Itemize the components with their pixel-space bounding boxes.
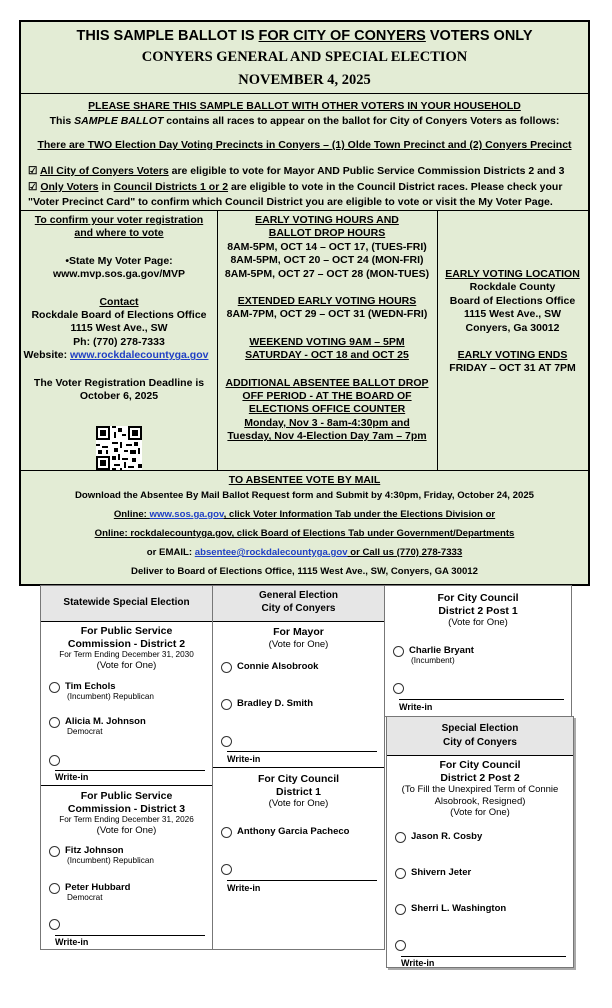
mail-title: TO ABSENTEE VOTE BY MAIL (228, 474, 381, 486)
vote-oval[interactable] (49, 755, 60, 766)
candidate-jason-cosby[interactable]: Jason R. Cosby (395, 831, 482, 843)
candidate-sherri-washington[interactable]: Sherri L. Washington (395, 903, 506, 915)
council-district-2-post-1-race: For City Council District 2 Post 1 (Vote for One) (437, 592, 519, 628)
candidate-fitz-johnson[interactable]: Fitz Johnson (Incumbent) Republican (49, 845, 154, 865)
contains-notice: This SAMPLE BALLOT contains all races to appear on the ballot for City of Conyers Voters as follows: (49, 115, 560, 127)
candidate-connie-alsobrook[interactable]: Connie Alsobrook (221, 661, 318, 673)
write-in-line (399, 699, 564, 700)
write-in-label: Write-in (399, 702, 433, 712)
write-in-label: Write-in (227, 754, 261, 764)
divider (41, 785, 212, 786)
vote-oval[interactable] (49, 919, 60, 930)
eligibility-line-3: "Voter Precinct Card" to confirm which Council District you are eligible to vote or visit the My Voter Page. (28, 196, 553, 208)
candidate-anthony-pacheco[interactable]: Anthony Garcia Pacheco (221, 826, 349, 838)
my-voter-page-url: www.mvp.sos.ga.gov/MVP (52, 268, 186, 281)
info-box (19, 94, 590, 586)
candidate-bradley-smith[interactable]: Bradley D. Smith (221, 698, 313, 710)
general-election-column (212, 585, 385, 950)
vote-oval[interactable] (221, 662, 232, 673)
candidate-shivern-jeter[interactable]: Shivern Jeter (395, 867, 471, 879)
write-in-label: Write-in (227, 883, 261, 893)
early-voting-location-column: EARLY VOTING LOCATION Rockdale County Board of Elections Office 1115 West Ave., SW Conyers, Ga 30012 EARLY VOTING ENDS FRIDAY – OCT 31 AT 7PM (445, 268, 580, 375)
write-in-option[interactable] (49, 754, 65, 766)
vote-oval[interactable] (395, 904, 406, 915)
statewide-header: Statewide Special Election (41, 586, 212, 621)
divider (213, 621, 384, 622)
special-election-column (386, 716, 574, 968)
psc-district-2-race: For Public Service Commission - District 2 For Term Ending December 31, 2030 (Vote for One) (59, 625, 194, 671)
council-district-1-race: For City Council District 1 (Vote for One) (257, 773, 340, 809)
vote-oval[interactable] (393, 683, 404, 694)
write-in-line (55, 770, 205, 771)
sos-link[interactable]: www.sos.ga.gov (149, 509, 224, 520)
vote-oval[interactable] (221, 699, 232, 710)
divider (21, 210, 588, 211)
checkbox-icon: ☑ (28, 165, 38, 177)
mail-line-4: or EMAIL: absentee@rockdalecountyga.gov or Call us (770) 278-7333 (146, 547, 463, 558)
vote-oval[interactable] (49, 846, 60, 857)
divider (41, 621, 212, 622)
vote-oval[interactable] (49, 682, 60, 693)
write-in-option[interactable] (395, 939, 411, 951)
registration-column: To confirm your voter registration and where to vote •State My Voter Page: www.mvp.sos.ga.gov/MVP Contact Rockdale Board of Elections Office 1115 West Ave., SW Ph: (770) 278-7333 Website: www.rockdalecountyga.gov The Voter Registration Deadline is October 6, 2025 (21, 214, 217, 403)
write-in-line (401, 956, 566, 957)
mail-line-5: Deliver to Board of Elections Office, 1115 West Ave., SW, Conyers, GA 30012 (131, 566, 478, 577)
website-link[interactable]: www.rockdalecountyga.gov (70, 349, 209, 362)
candidate-peter-hubbard[interactable]: Peter Hubbard Democrat (49, 882, 130, 902)
election-date: NOVEMBER 4, 2025 (238, 72, 371, 88)
candidate-charlie-bryant[interactable]: Charlie Bryant (Incumbent) (393, 645, 474, 665)
write-in-option[interactable] (393, 682, 409, 694)
vote-oval[interactable] (49, 717, 60, 728)
council-district-2-post-1-column (384, 585, 572, 717)
special-election-header: Special Election City of Conyers (387, 717, 573, 755)
vote-oval[interactable] (221, 736, 232, 747)
divider (21, 470, 588, 471)
write-in-line (227, 751, 377, 752)
share-notice: PLEASE SHARE THIS SAMPLE BALLOT WITH OTHER VOTERS IN YOUR HOUSEHOLD (88, 100, 521, 112)
write-in-label: Write-in (401, 958, 435, 968)
statewide-column (40, 585, 213, 950)
vote-oval[interactable] (221, 864, 232, 875)
candidate-tim-echols[interactable]: Tim Echols (Incumbent) Republican (49, 681, 154, 701)
write-in-label: Write-in (55, 937, 89, 947)
candidate-alicia-johnson[interactable]: Alicia M. Johnson Democrat (49, 716, 146, 736)
write-in-option[interactable] (49, 918, 65, 930)
vote-oval[interactable] (221, 827, 232, 838)
ballot-header (19, 20, 590, 95)
psc-district-3-race: For Public Service Commission - District 3 For Term Ending December 31, 2026 (Vote for One) (59, 790, 194, 836)
qr-code-icon[interactable] (96, 426, 142, 470)
divider (213, 767, 384, 768)
vote-oval[interactable] (395, 868, 406, 879)
election-name: CONYERS GENERAL AND SPECIAL ELECTION (141, 49, 468, 65)
early-voting-column: EARLY VOTING HOURS AND BALLOT DROP HOURS 8AM-5PM, OCT 14 – OCT 17, (TUES-FRI) 8AM-5PM, OCT 20 – OCT 24 (MON-FRI) 8AM-5PM, OCT 27 – OCT 28 (MON-TUES) EXTENDED EARLY VOTING HOURS 8AM-7PM, OCT 29 – OCT 31 (WEDN-FRI) WEEKEND VOTING 9AM – 5PM SATURDAY - OCT 18 and OCT 25 ADDITIONAL ABSENTEE BALLOT DROP OFF PERIOD - AT THE BOARD OF ELECTIONS OFFICE COUNTER Monday, Nov 3 - 8am-4:30pm and Tuesday, Nov 4-Election Day 7am – 7pm (224, 214, 430, 443)
write-in-label: Write-in (55, 772, 89, 782)
checkbox-icon: ☑ (28, 181, 38, 193)
vote-oval[interactable] (49, 883, 60, 894)
precincts-notice: There are TWO Election Day Voting Precincts in Conyers – (1) Olde Town Precinct and (2) Conyers Precinct (37, 139, 572, 151)
write-in-option[interactable] (221, 735, 237, 747)
write-in-line (227, 880, 377, 881)
header-title: THIS SAMPLE BALLOT IS FOR CITY OF CONYERS VOTERS ONLY (76, 28, 533, 44)
eligibility-line-2: ☑ Only Voters in Council Districts 1 or 2 are eligible to vote in the Council District races. Please check your (28, 181, 563, 193)
vote-oval[interactable] (395, 832, 406, 843)
general-election-header: General Election City of Conyers (213, 586, 384, 621)
mail-line-1: Download the Absentee By Mail Ballot Request form and Submit by 4:30pm, Friday, October 24, 2025 (74, 490, 534, 501)
mayor-race: For Mayor (Vote for One) (268, 626, 329, 650)
council-district-2-post-2-race: For City Council District 2 Post 2 (To Fill the Unexpired Term of Connie Alsobrook, Resigned) (Vote for One) (401, 759, 559, 818)
vote-oval[interactable] (395, 940, 406, 951)
mail-line-2: Online: www.sos.ga.gov, click Voter Information Tab under the Elections Division or (113, 509, 496, 520)
eligibility-line-1: ☑ All City of Conyers Voters are eligible to vote for Mayor AND Public Service Commission Districts 2 and 3 (28, 165, 565, 177)
absentee-email-link[interactable]: absentee@rockdalecountyga.gov (194, 547, 348, 558)
write-in-option[interactable] (221, 863, 237, 875)
divider (387, 755, 573, 756)
vote-oval[interactable] (393, 646, 404, 657)
mail-line-3: Online: rockdalecountyga.gov, click Board of Elections Tab under Government/Departments (94, 528, 515, 539)
write-in-line (55, 935, 205, 936)
